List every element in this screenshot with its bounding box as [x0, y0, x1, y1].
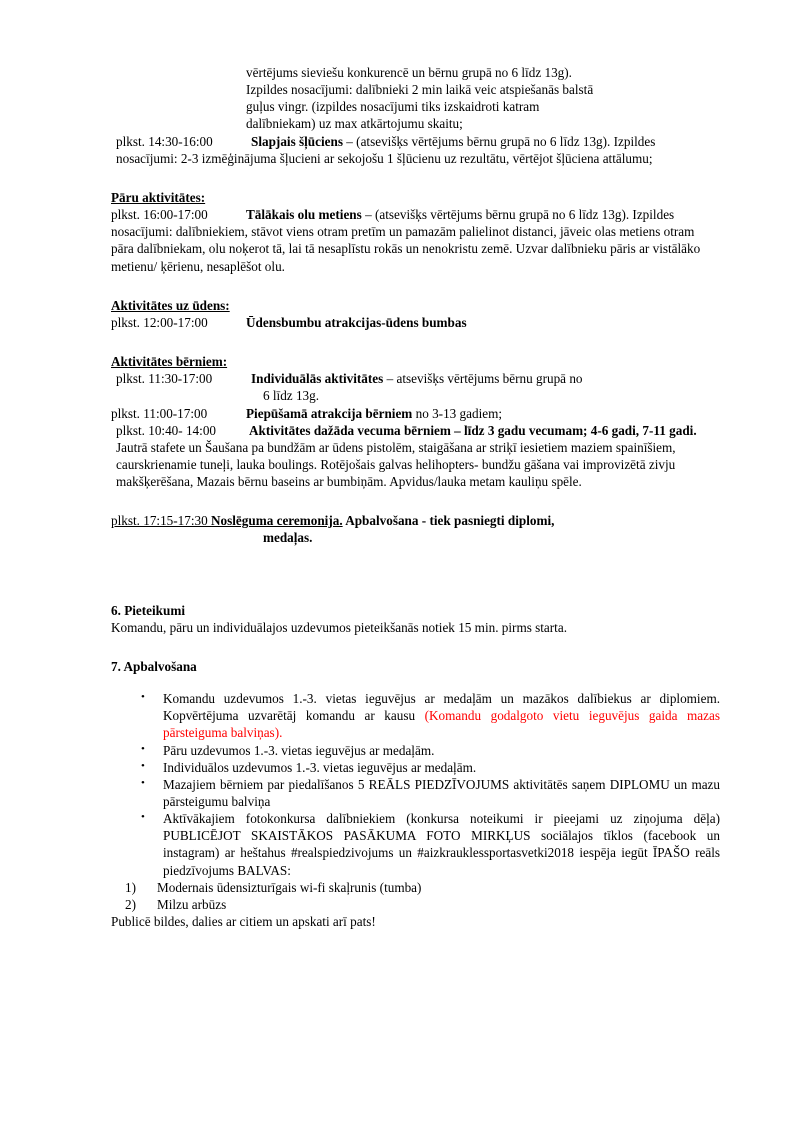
spacer — [111, 331, 720, 353]
awards-bullet-list — [111, 690, 720, 879]
heading-paru-aktivitates: Pāru aktivitātes: — [111, 189, 206, 205]
nosleguma-time: plkst. 17:15-17:30 — [111, 513, 212, 529]
schedule-entry-dazada-vecuma — [111, 422, 720, 491]
prize-numbered-list — [111, 879, 720, 913]
nosleguma-body-continuation — [111, 529, 720, 546]
entry-time: plkst. 10:40- 14:00 — [116, 422, 217, 438]
spacer — [111, 675, 720, 690]
bullet-text-highlight: (Komandu godalgoto vietu ieguvējus gaida mazas pārsteiguma balviņas). — [163, 708, 720, 741]
entry-title: Aktivitātes dažāda vecuma bērniem – līdz 3 gadu vecumam; 4-6 gadi, 7-11 gadi. — [249, 422, 697, 438]
list-item: Milzu arbūzs — [157, 896, 227, 912]
list-item — [111, 690, 720, 741]
spacer — [111, 547, 720, 587]
fragment-line-1: vērtējums sieviešu konkurencē un bērnu grupā no 6 līdz 13g). — [246, 65, 572, 80]
spacer — [111, 636, 720, 658]
schedule-entry-udensbumbas — [111, 314, 720, 331]
entry-title: Tālākais olu metiens — [246, 207, 362, 223]
entry-time: plkst. 12:00-17:00 — [111, 314, 208, 330]
entry-description — [246, 315, 467, 330]
entry-title: Piepūšamā atrakcija bērniem — [246, 405, 413, 421]
schedule-entry-individualas — [111, 370, 720, 387]
fragment-line-3: guļus vingr. (izpildes nosacījumi tiks izskaidroti katram — [246, 99, 540, 115]
section-text-pieteikumi: Komandu, pāru un individuālajos uzdevumos pieteikšanās notiek 15 min. pirms starta. — [111, 619, 567, 635]
list-item: Modernais ūdensizturīgais wi-fi skaļrunis (tumba) — [157, 879, 422, 895]
entry-time: plkst. 16:00-17:00 — [111, 207, 208, 223]
heading-aktivitates-berniem: Aktivitātes bērniem: — [111, 354, 228, 370]
schedule-entry-olu-metiens — [111, 206, 720, 275]
bullet-text: Individuālos uzdevumos 1.-3. vietas ieguvējus ar medaļām. — [163, 759, 477, 775]
spacer — [111, 587, 720, 602]
list-item — [111, 759, 720, 776]
section-title-pieteikumi: 6. Pieteikumi — [111, 602, 185, 618]
schedule-entry-slapjais-sluciens — [111, 133, 720, 167]
list-item — [111, 776, 720, 810]
entry-title: Individuālās aktivitātes — [251, 371, 384, 387]
bullet-text: Aktīvākajiem fotokonkursa dalībniekiem (konkursa noteikumi ir pieejami uz ziņojuma dēļa) PUBLICĒJOT SKAISTĀKOS PASĀKUMA FOTO MIRKĻUS sociālajos tīklos (facebook un instagram) ar heštahus #realspiedzivojums un #aizkrauklessportasvetki2018 iespēja iegūt ĪPAŠO reāls piedzīvojums BALVAS: — [163, 811, 720, 878]
nosleguma-title: Noslēguma ceremonija. — [211, 513, 343, 529]
entry-body: – atsevišķs vērtējums bērnu grupā no — [383, 371, 583, 387]
spacer — [111, 275, 720, 297]
entry-body-continuation: 6 līdz 13g. — [263, 388, 320, 404]
entry-time: plkst. 14:30-16:00 — [116, 133, 213, 149]
list-item — [111, 810, 720, 879]
entry-body: – (atsevišķs vērtējums bērnu grupā no 6 līdz 13g). Izpildes nosacījumi: dalībniekiem, stāvot viens otram pretīm un pamazām palielinot distanci, jāveic olas metiens otram pāra dalībniekam, olu noķerot tā, lai tā nesaplīstu rokās un nenokristu zemē. Uzvar dalībnieku pāris ar vistālāko metienu/ ķērienu, nesaplēšot olu. — [111, 207, 701, 274]
closing-call-to-action: Publicē bildes, dalies ar citiem un apskati arī pats! — [111, 914, 376, 930]
fragment-line-4: dalībniekam) uz max atkārtojumu skaitu; — [246, 116, 463, 132]
entry-body: Jautrā stafete un Šaušana pa bundžām ar ūdens pistolēm, staigāšana ar striķī iesietiem maziem spainīšiem, caurskrienamie tuneļi, lauka boulings. Rotējošais galvas helihopters- bundžu gāšana vai improvizētā zivju makšķerēšana, Mazais bērnu baseins ar bumbiņām. Apvidus/lauka metam kauliņu spēle. — [116, 439, 676, 490]
entry-body: no 3-13 gadiem; — [412, 405, 503, 421]
nosleguma-body-cont-text: medaļas. — [263, 530, 313, 546]
spacer — [111, 167, 720, 189]
section-title-apbalvosana: 7. Apbalvošana — [111, 658, 197, 674]
schedule-entry-nosleguma-ceremonija — [111, 512, 720, 529]
bullet-text: Komandu uzdevumos 1.-3. vietas ieguvējus ar medaļām un mazākos dalībiekus ar diplomiem. Kopvērtējuma uzvarētāj komandu ar kausu — [163, 691, 720, 724]
fragment-line-2: Izpildes nosacījumi: dalībnieki 2 min laikā veic atspiešanās balstā — [246, 82, 594, 98]
list-item — [111, 742, 720, 759]
entry-description — [246, 406, 502, 421]
heading-aktivitates-uz-udens: Aktivitātes uz ūdens: — [111, 297, 230, 313]
continuation-fragment — [111, 64, 720, 133]
bullet-text: Mazajiem bērniem par piedalīšanos 5 REĀLS PIEDZĪVOJUMS aktivitātēs saņem DIPLOMU un mazu pārsteigumu balviņa — [163, 776, 720, 809]
entry-title: Ūdensbumbu atrakcijas-ūdens bumbas — [246, 314, 467, 330]
bullet-text: Pāru uzdevumos 1.-3. vietas ieguvējus ar medaļām. — [163, 742, 435, 758]
entry-title: Slapjais šļūciens — [251, 133, 343, 149]
nosleguma-body: Apbalvošana - tiek pasniegti diplomi, — [342, 513, 555, 529]
schedule-entry-piepusama — [111, 405, 720, 422]
entry-body: – (atsevišķs vērtējums bērnu grupā no 6 līdz 13g). Izpildes nosacījumi: 2-3 izmēģinājuma šļucieni ar sekojošu 1 šļūcienu uz rezultātu, vērtējot šļūciena attālumu; — [116, 133, 656, 166]
entry-time: plkst. 11:30-17:00 — [116, 371, 213, 387]
entry-description — [251, 371, 583, 386]
spacer — [111, 490, 720, 512]
entry-time: plkst. 11:00-17:00 — [111, 405, 208, 421]
